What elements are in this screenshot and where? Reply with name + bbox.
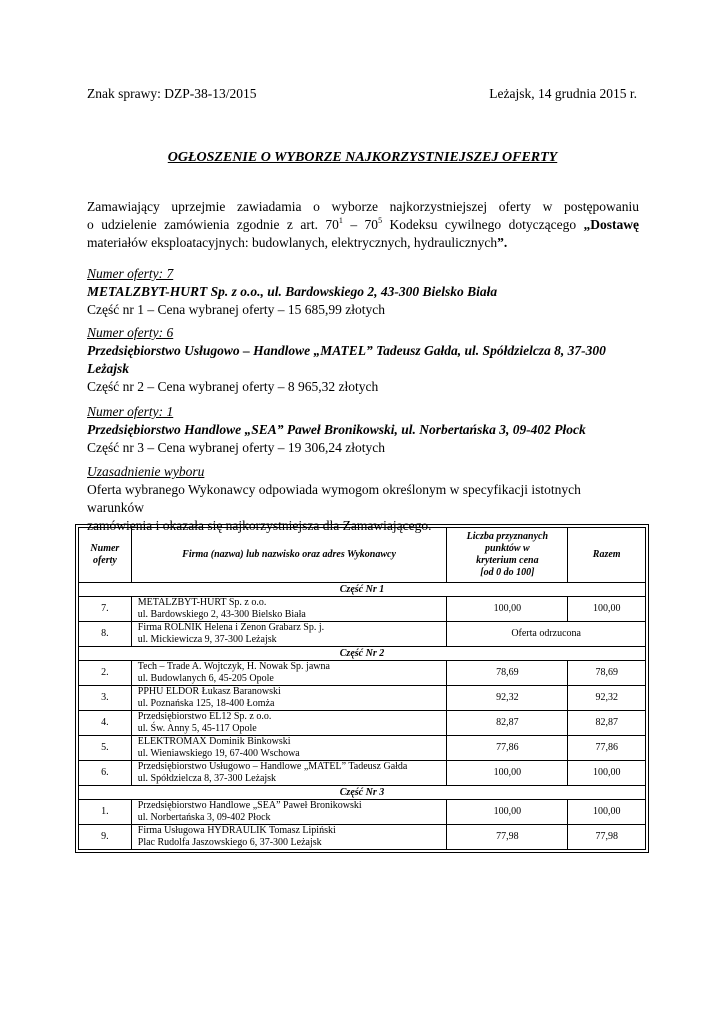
header-firm: Firma (nazwa) lub nazwisko oraz adres Wykonawcy bbox=[131, 528, 447, 583]
offer-price: Część nr 1 – Cena wybranej oferty – 15 685,99 złotych bbox=[87, 302, 386, 317]
table-part-row bbox=[79, 583, 646, 597]
justification-block bbox=[87, 463, 639, 535]
firm-name: Przedsiębiorstwo Handlowe „SEA” Paweł Bronikowski bbox=[137, 800, 362, 811]
table-body bbox=[79, 583, 646, 850]
intro-line-2 bbox=[87, 216, 639, 234]
cell-total: 77,98 bbox=[568, 825, 646, 850]
firm-address: ul. Spółdzielcza 8, 37-300 Leżajsk bbox=[137, 773, 277, 784]
justification-text: zamówienia i okazała się najkorzystniejsza dla Zamawiającego. bbox=[87, 518, 432, 533]
cell-total: 82,87 bbox=[568, 711, 646, 736]
intro-text: o udzielenie zamówienia zgodnie z art. 70 bbox=[87, 217, 339, 232]
cell-firm bbox=[131, 825, 447, 850]
results-table bbox=[78, 527, 646, 850]
document-title: OGŁOSZENIE O WYBORZE NAJKORZYSTNIEJSZEJ OFERTY bbox=[167, 150, 558, 165]
cell-total: 77,86 bbox=[568, 736, 646, 761]
offer-price: Część nr 3 – Cena wybranej oferty – 19 306,24 złotych bbox=[87, 440, 386, 455]
cell-note: Oferta odrzucona bbox=[447, 622, 646, 647]
cell-offer-number: 9. bbox=[79, 825, 132, 850]
table-header-row bbox=[79, 528, 646, 583]
cell-firm bbox=[131, 661, 447, 686]
offer-number-label: Numer oferty: 7 bbox=[87, 266, 174, 281]
table-row bbox=[79, 800, 646, 825]
intro-line-3 bbox=[87, 235, 507, 250]
table-row bbox=[79, 825, 646, 850]
offer-firm: Leżajsk bbox=[87, 361, 129, 376]
cell-score: 92,32 bbox=[447, 686, 568, 711]
superscript: 5 bbox=[378, 216, 383, 225]
firm-name: Przedsiębiorstwo EL12 Sp. z o.o. bbox=[137, 711, 272, 722]
cell-score: 100,00 bbox=[447, 761, 568, 786]
cell-total: 100,00 bbox=[568, 761, 646, 786]
part-title: Część Nr 2 bbox=[79, 647, 646, 661]
offer-price: Część nr 2 – Cena wybranej oferty – 8 965,32 złotych bbox=[87, 379, 379, 394]
cell-firm bbox=[131, 711, 447, 736]
firm-address: ul. Bardowskiego 2, 43-300 Bielsko Biała bbox=[137, 609, 306, 620]
table-row bbox=[79, 761, 646, 786]
firm-name: Przedsiębiorstwo Usługowo – Handlowe „MATEL” Tadeusz Gałda bbox=[137, 761, 408, 772]
firm-name: Firma Usługowa HYDRAULIK Tomasz Lipiński bbox=[137, 825, 336, 836]
intro-bold-text: „Dostawę bbox=[583, 217, 640, 232]
table-row bbox=[79, 622, 646, 647]
firm-name: Tech – Trade A. Wojtczyk, H. Nowak Sp. jawna bbox=[137, 661, 330, 672]
firm-name: PPHU ELDOR Łukasz Baranowski bbox=[137, 686, 281, 697]
firm-name: METALZBYT-HURT Sp. z o.o. bbox=[137, 597, 267, 608]
justification-label: Uzasadnienie wyboru bbox=[87, 464, 205, 479]
firm-name: ELEKTROMAX Dominik Binkowski bbox=[137, 736, 291, 747]
firm-address: ul. Wieniawskiego 19, 67-400 Wschowa bbox=[137, 748, 300, 759]
cell-offer-number: 7. bbox=[79, 597, 132, 622]
cell-offer-number: 8. bbox=[79, 622, 132, 647]
cell-firm bbox=[131, 800, 447, 825]
cell-firm bbox=[131, 686, 447, 711]
firm-address: ul. Poznańska 125, 18-400 Łomża bbox=[137, 698, 275, 709]
part-title: Część Nr 1 bbox=[79, 583, 646, 597]
table-part-row bbox=[79, 647, 646, 661]
cell-score: 100,00 bbox=[447, 800, 568, 825]
intro-text: – 70 bbox=[342, 217, 379, 232]
offer-firm: Przedsiębiorstwo Handlowe „SEA” Paweł Bronikowski, ul. Norbertańska 3, 09-402 Płock bbox=[87, 422, 586, 437]
firm-address: ul. Św. Anny 5, 45-117 Opole bbox=[137, 723, 257, 734]
table-row bbox=[79, 736, 646, 761]
cell-score: 77,98 bbox=[447, 825, 568, 850]
offer-number-label: Numer oferty: 1 bbox=[87, 404, 174, 419]
offer-block bbox=[87, 403, 639, 457]
firm-address: ul. Budowlanych 6, 45-205 Opole bbox=[137, 673, 274, 684]
table-row bbox=[79, 686, 646, 711]
table-row bbox=[79, 711, 646, 736]
cell-total: 78,69 bbox=[568, 661, 646, 686]
offer-block bbox=[87, 324, 639, 396]
cell-score: 77,86 bbox=[447, 736, 568, 761]
offer-block bbox=[87, 265, 639, 319]
header-total: Razem bbox=[568, 528, 646, 583]
cell-total: 100,00 bbox=[568, 597, 646, 622]
cell-score: 82,87 bbox=[447, 711, 568, 736]
firm-address: ul. Norbertańska 3, 09-402 Płock bbox=[137, 812, 271, 823]
cell-offer-number: 1. bbox=[79, 800, 132, 825]
offer-firm: Przedsiębiorstwo Usługowo – Handlowe „MATEL” Tadeusz Gałda, ul. Spółdzielcza 8, 37-300 bbox=[87, 343, 606, 358]
intro-paragraph bbox=[87, 198, 639, 252]
intro-text: Kodeksu cywilnego dotyczącego bbox=[382, 217, 584, 232]
offer-number-label: Numer oferty: 6 bbox=[87, 325, 174, 340]
place-and-date: Leżajsk, 14 grudnia 2015 r. bbox=[489, 86, 637, 101]
table-part-row bbox=[79, 786, 646, 800]
cell-offer-number: 4. bbox=[79, 711, 132, 736]
cell-score: 100,00 bbox=[447, 597, 568, 622]
cell-offer-number: 5. bbox=[79, 736, 132, 761]
cell-total: 92,32 bbox=[568, 686, 646, 711]
cell-total: 100,00 bbox=[568, 800, 646, 825]
offer-firm: METALZBYT-HURT Sp. z o.o., ul. Bardowskiego 2, 43-300 Bielsko Biała bbox=[87, 284, 498, 299]
firm-address: Plac Rudolfa Jaszowskiego 6, 37-300 Leżajsk bbox=[137, 837, 322, 848]
firm-name: Firma ROLNIK Helena i Zenon Grabarz Sp. j. bbox=[137, 622, 325, 633]
header-offer-number: Numer oferty bbox=[79, 528, 132, 583]
table-row bbox=[79, 597, 646, 622]
cell-offer-number: 3. bbox=[79, 686, 132, 711]
firm-address: ul. Mickiewicza 9, 37-300 Leżajsk bbox=[137, 634, 277, 645]
intro-bold-text: ”. bbox=[497, 235, 508, 250]
cell-firm bbox=[131, 761, 447, 786]
intro-text: materiałów eksploatacyjnych: budowlanych, elektrycznych, hydraulicznych bbox=[87, 235, 498, 250]
cell-firm bbox=[131, 622, 447, 647]
table-row bbox=[79, 661, 646, 686]
cell-offer-number: 2. bbox=[79, 661, 132, 686]
part-title: Część Nr 3 bbox=[79, 786, 646, 800]
intro-line-1: Zamawiający uprzejmie zawiadamia o wyborze najkorzystniejszej oferty w postępowaniu bbox=[87, 199, 639, 214]
cell-offer-number: 6. bbox=[79, 761, 132, 786]
justification-text: Oferta wybranego Wykonawcy odpowiada wymogom określonym w specyfikacji istotnych warunków bbox=[87, 482, 581, 515]
cell-firm bbox=[131, 736, 447, 761]
cell-firm bbox=[131, 597, 447, 622]
header-score: Liczba przyznanych punktów w kryterium cena [od 0 do 100] bbox=[447, 528, 568, 583]
superscript: 1 bbox=[338, 216, 343, 225]
case-reference: Znak sprawy: DZP-38-13/2015 bbox=[87, 86, 257, 101]
cell-score: 78,69 bbox=[447, 661, 568, 686]
